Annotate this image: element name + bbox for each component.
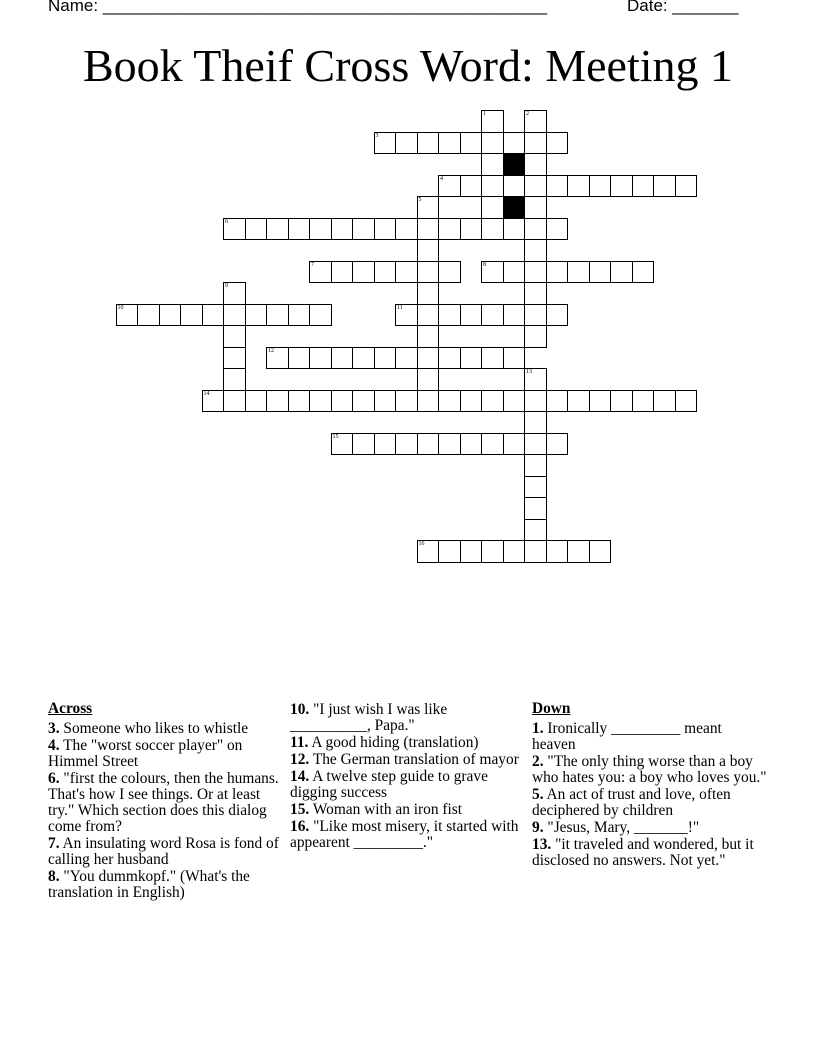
clue-item (48, 771, 288, 835)
grid-cell (524, 497, 547, 520)
grid-cell (524, 476, 547, 499)
grid-cell (503, 540, 526, 563)
grid-cell (245, 390, 268, 413)
grid-cell (460, 347, 483, 370)
grid-cell (546, 218, 569, 241)
grid-cell (374, 218, 397, 241)
grid-cell (438, 347, 461, 370)
clue-text: "The only thing worse than a boy who hates you: a boy who loves you." (532, 753, 767, 786)
grid-cell (481, 110, 504, 133)
clue-text: The "worst soccer player" on Himmel Street (48, 737, 243, 770)
down-clue-list (532, 721, 768, 869)
grid-cell (438, 218, 461, 241)
grid-cell (481, 390, 504, 413)
grid-cell (632, 390, 655, 413)
grid-cell (116, 304, 139, 327)
grid-cell (417, 368, 440, 391)
grid-cell (632, 261, 655, 284)
clue-number: 8. (48, 868, 60, 885)
grid-cell (589, 390, 612, 413)
clue-text: "it traveled and wondered, but it disclosed no answers. Not yet." (532, 836, 754, 869)
grid-cell (481, 175, 504, 198)
grid-cell (374, 261, 397, 284)
grid-cell (395, 304, 418, 327)
grid-cell (331, 218, 354, 241)
grid-cell (180, 304, 203, 327)
grid-cell (266, 390, 289, 413)
grid-cell (417, 282, 440, 305)
grid-cell (395, 347, 418, 370)
grid-cell (331, 433, 354, 456)
grid-cell (524, 390, 547, 413)
clue-number-label: 10 (117, 304, 124, 311)
clue-item (532, 721, 768, 753)
grid-cell (374, 433, 397, 456)
clue-number-label: 16 (418, 541, 425, 547)
clue-text: "Jesus, Mary, _______!" (547, 819, 700, 836)
grid-cell (438, 433, 461, 456)
grid-cell (460, 390, 483, 413)
grid-cell (503, 132, 526, 155)
grid-cell (481, 304, 504, 327)
grid-cell (524, 132, 547, 155)
grid-cell (438, 304, 461, 327)
grid-cell (503, 347, 526, 370)
grid-cell (610, 261, 633, 284)
clue-number: 13. (532, 836, 552, 853)
grid-cell (374, 132, 397, 155)
grid-cell (481, 347, 504, 370)
grid-cell (159, 304, 182, 327)
grid-cell (524, 175, 547, 198)
clue-text: An insulating word Rosa is fond of calling her husband (48, 835, 279, 868)
grid-cell (567, 261, 590, 284)
grid-cell (288, 218, 311, 241)
grid-cell (352, 433, 375, 456)
clue-number: 11. (290, 734, 309, 751)
grid-cell (309, 304, 332, 327)
grid-cell (223, 325, 246, 348)
clue-number-label: 2 (526, 111, 529, 117)
grid-cell (546, 433, 569, 456)
grid-cell (567, 540, 590, 563)
grid-cell (503, 218, 526, 241)
grid-cell (481, 261, 504, 284)
clue-item (48, 721, 288, 737)
grid-cell (417, 325, 440, 348)
grid-cell (223, 218, 246, 241)
clue-number-label: 5 (418, 197, 422, 203)
grid-cell (589, 261, 612, 284)
clue-item (290, 819, 522, 851)
grid-cell (524, 196, 547, 219)
grid-cell (524, 153, 547, 176)
grid-cell (288, 390, 311, 413)
grid-cell (245, 218, 268, 241)
clue-number-label: 6 (225, 218, 228, 225)
grid-cell (309, 218, 332, 241)
grid-cell (524, 454, 547, 477)
grid-cell (610, 390, 633, 413)
clue-text: "I just wish I was like __________, Papa." (290, 701, 448, 734)
grid-cell (460, 433, 483, 456)
grid-cell (374, 390, 397, 413)
clue-item (290, 769, 522, 801)
clue-number-label: 15 (332, 433, 339, 440)
grid-cell (395, 433, 418, 456)
grid-cell (460, 540, 483, 563)
clue-number: 7. (48, 835, 60, 852)
black-grid-cell (503, 196, 526, 219)
grid-cell (589, 175, 612, 198)
grid-cell (223, 282, 246, 305)
grid-cell (524, 239, 547, 262)
grid-cell (223, 368, 246, 391)
grid-cell (675, 175, 698, 198)
grid-cell (524, 433, 547, 456)
clue-item (48, 869, 288, 901)
clue-text: The German translation of mayor (312, 751, 519, 768)
grid-cell (352, 347, 375, 370)
clue-number: 1. (532, 720, 544, 737)
grid-cell (481, 132, 504, 155)
grid-cell (417, 347, 440, 370)
across-clue-list-continued (290, 702, 522, 851)
grid-cell (331, 347, 354, 370)
grid-cell (438, 390, 461, 413)
clue-text: An act of trust and love, often deciphered by children (532, 786, 731, 819)
grid-cell (202, 390, 225, 413)
grid-cell (352, 218, 375, 241)
clue-number-label: 14 (203, 390, 210, 397)
clue-text: "You dummkopf." (What's the translation in English) (48, 868, 250, 901)
grid-cell (352, 390, 375, 413)
grid-cell (417, 261, 440, 284)
grid-cell (503, 433, 526, 456)
clue-text: "Like most misery, it started with appearent _________." (290, 818, 519, 851)
grid-cell (524, 411, 547, 434)
grid-cell (524, 282, 547, 305)
across-heading: Across (48, 700, 93, 717)
clue-text: Woman with an iron fist (312, 801, 463, 818)
grid-cell (417, 540, 440, 563)
clue-item (532, 754, 768, 786)
clue-number: 5. (532, 786, 544, 803)
grid-cell (567, 175, 590, 198)
grid-cell (460, 304, 483, 327)
clue-number: 15. (290, 801, 310, 818)
grid-cell (632, 175, 655, 198)
grid-cell (395, 390, 418, 413)
grid-cell (137, 304, 160, 327)
black-grid-cell (503, 153, 526, 176)
grid-cell (546, 304, 569, 327)
across-clues-column-2 (290, 702, 522, 852)
date-field-label: Date: _______ (627, 0, 739, 15)
grid-cell (417, 433, 440, 456)
clue-number-label: 13 (526, 369, 532, 375)
grid-cell (460, 132, 483, 155)
grid-cell (481, 433, 504, 456)
grid-cell (481, 196, 504, 219)
grid-cell (438, 261, 461, 284)
grid-cell (374, 347, 397, 370)
grid-cell (524, 110, 547, 133)
grid-cell (266, 304, 289, 327)
grid-cell (653, 390, 676, 413)
grid-cell (223, 304, 246, 327)
grid-cell (352, 261, 375, 284)
down-clues-column (532, 701, 768, 870)
grid-cell (438, 132, 461, 155)
grid-cell (266, 347, 289, 370)
grid-cell (524, 218, 547, 241)
grid-cell (546, 132, 569, 155)
grid-cell (546, 175, 569, 198)
clue-item (290, 735, 522, 751)
clue-number: 16. (290, 818, 310, 835)
grid-cell (460, 218, 483, 241)
grid-cell (524, 519, 547, 542)
grid-cell (288, 347, 311, 370)
grid-cell (202, 304, 225, 327)
grid-cell (589, 540, 612, 563)
clue-item (48, 738, 288, 770)
clue-number-label: 11 (397, 304, 403, 311)
clue-item (290, 802, 522, 818)
grid-cell (503, 304, 526, 327)
grid-cell (417, 304, 440, 327)
grid-cell (417, 196, 440, 219)
grid-cell (417, 390, 440, 413)
grid-cell (417, 132, 440, 155)
grid-cell (503, 261, 526, 284)
grid-cell (245, 304, 268, 327)
grid-cell (438, 540, 461, 563)
grid-cell (460, 175, 483, 198)
clue-item (532, 837, 768, 869)
grid-cell (481, 218, 504, 241)
grid-cell (309, 261, 332, 284)
clue-text: A twelve step guide to grave digging success (290, 768, 488, 801)
clue-number-label: 1 (483, 111, 486, 117)
grid-cell (309, 390, 332, 413)
clue-number: 9. (532, 819, 544, 836)
clue-number: 10. (290, 701, 310, 718)
grid-cell (524, 325, 547, 348)
grid-cell (610, 175, 633, 198)
grid-cell (223, 390, 246, 413)
clue-number: 4. (48, 737, 60, 754)
grid-cell (417, 239, 440, 262)
clue-number: 12. (290, 751, 310, 768)
clue-item (290, 752, 522, 768)
grid-cell (331, 261, 354, 284)
grid-cell (503, 390, 526, 413)
clue-number-label: 12 (268, 347, 274, 354)
clue-text: Ironically _________ meant heaven (532, 720, 722, 753)
clue-text: A good hiding (translation) (311, 734, 479, 751)
clue-number-label: 8 (483, 261, 486, 268)
across-clue-list (48, 721, 288, 901)
grid-cell (546, 261, 569, 284)
page-title: Book Theif Cross Word: Meeting 1 (82, 40, 734, 91)
grid-cell (524, 261, 547, 284)
grid-cell (675, 390, 698, 413)
clue-number-label: 9 (225, 283, 228, 289)
clue-number: 6. (48, 770, 60, 787)
grid-cell (266, 218, 289, 241)
clue-item (290, 702, 522, 734)
grid-cell (417, 218, 440, 241)
clue-text: Someone who likes to whistle (63, 720, 249, 737)
down-heading: Down (532, 700, 571, 717)
clue-number-label: 3 (375, 132, 379, 139)
grid-cell (567, 390, 590, 413)
grid-cell (546, 390, 569, 413)
grid-cell (395, 132, 418, 155)
grid-cell (223, 347, 246, 370)
name-field-label: Name: _______________________________________________ (48, 0, 548, 15)
grid-cell (481, 540, 504, 563)
grid-cell (524, 540, 547, 563)
clue-number-label: 7 (311, 261, 314, 268)
grid-cell (524, 304, 547, 327)
grid-cell (546, 540, 569, 563)
grid-cell (331, 390, 354, 413)
clue-text: "first the colours, then the humans. That's how I see things. Or at least try." Which section does this dialog come from? (48, 770, 279, 835)
grid-cell (524, 368, 547, 391)
grid-cell (395, 261, 418, 284)
grid-cell (288, 304, 311, 327)
clue-item (532, 820, 768, 836)
clue-number: 2. (532, 753, 544, 770)
grid-cell (653, 175, 676, 198)
clue-number: 14. (290, 768, 310, 785)
grid-cell (438, 175, 461, 198)
clue-item (48, 836, 288, 868)
clue-number-label: 4 (440, 175, 443, 182)
grid-cell (309, 347, 332, 370)
clue-item (532, 787, 768, 819)
grid-cell (481, 153, 504, 176)
across-clues-column-1 (48, 701, 288, 902)
clue-number: 3. (48, 720, 60, 737)
grid-cell (395, 218, 418, 241)
